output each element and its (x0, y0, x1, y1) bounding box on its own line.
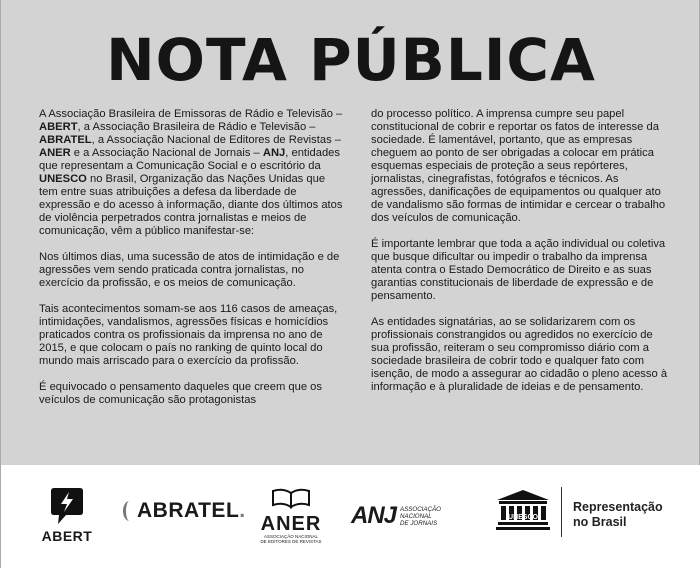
text-run: no Brasil, Organização das Nações Unidas que tem entre suas atribuições a defesa da liberdade de expressão e do acesso à informação, diante dos últimos atos de violência perpetrados contra jornalistas e meios de comunicação, vêm a público manifestar-se: (39, 173, 343, 237)
anj-wordmark: ANJ (351, 502, 397, 529)
unesco-label-line: no Brasil (573, 515, 627, 529)
aner-subtitle: DE EDITORES DE REVISTAS (260, 539, 322, 544)
abratel-arc-icon (123, 501, 136, 521)
abratel-acronym: ABRATEL (39, 134, 92, 146)
unesco-temple-icon (494, 487, 552, 535)
abert-acronym: ABERT (39, 121, 78, 133)
open-book-icon (271, 487, 311, 509)
abert-speech-bolt-icon (50, 486, 84, 526)
aner-subtitle: ASSOCIAÇÃO NACIONAL (263, 534, 318, 539)
page-title: NOTA PÚBLICA (106, 26, 596, 94)
anj-subtitle-line: NACIONAL (400, 512, 432, 520)
aner-wordmark: ANER (260, 513, 322, 535)
paragraph: do processo político. A imprensa cumpre seu papel constitucional de cobrir e reportar os fatos de interesse da sociedade. É lamentável, portanto, que as empresas cheguem ao ponto de ser obrigadas a colocar em prática esquemas especiais de proteção a seus repórteres, jornalistas, cinegrafistas, fotógrafos e técnicos. As agressões, danificações de equipamentos ou qualquer ato de vandalismo são formas de intimidar e cercear o trabalho dos veículos de comunicação. (371, 108, 666, 224)
abratel-dot: . (239, 499, 246, 522)
right-column (371, 108, 669, 407)
text-run: , a Associação Nacional de Editores de Revistas – (91, 134, 341, 146)
aner-acronym: ANER (39, 147, 71, 159)
paragraph: As entidades signatárias, ao se solidarizarem com os profissionais constrangidos ou agredidos no exercício de sua profissão, reiteram o seu compromisso diário com a sociedade brasileira de cobrir todo e qualquer fato com isenção, de modo a assegurar ao cidadão o pleno acesso à informação e à pluralidade de ideias e de pensamento. (371, 316, 668, 393)
left-column (39, 108, 344, 420)
paragraph: Tais acontecimentos somam-se aos 116 casos de ameaças, intimidações, vandalismos, agressões físicas e homicídios praticados contra os profissionais da imprensa no ano de 2015, e que colocam o país no ranking de quinto local do mundo mais arriscado para o exercício da profissão. (39, 303, 338, 367)
unesco-divider (561, 487, 562, 537)
text-run: A Associação Brasileira de Emissoras de Rádio e Televisão – (39, 108, 343, 120)
unesco-acronym: UNESCO (39, 173, 87, 185)
abert-wordmark: ABERT (41, 528, 93, 544)
intro-paragraph (39, 108, 344, 238)
signatories-footer (1, 465, 700, 568)
anj-subtitle-line: DE JORNAIS (400, 519, 438, 527)
abratel-wordmark: ABRATEL (137, 499, 240, 522)
aner-logo (259, 487, 323, 544)
abratel-logo (123, 499, 246, 527)
abert-logo (37, 486, 97, 550)
anj-subtitle-line: ASSOCIAÇÃO (400, 505, 441, 513)
unesco-representation-label (573, 500, 663, 530)
paragraph: Nos últimos dias, uma sucessão de atos de intimidação e de agressões vem sendo praticada contra jornalistas, no exercício da profissão, e os meios de comunicação. (39, 251, 340, 289)
paragraph: É equivocado o pensamento daqueles que creem que os veículos de comunicação são protagonistas (39, 381, 322, 406)
text-run: , entidades que representam a Comunicação Social e o escritório da (39, 147, 341, 172)
anj-acronym: ANJ (262, 147, 286, 159)
text-run: e a Associação Nacional de Jornais – (70, 147, 263, 159)
text-run: , a Associação Brasileira de Rádio e Televisão – (77, 121, 316, 133)
anj-logo (351, 502, 441, 530)
unesco-label-line: Representação (573, 500, 663, 514)
unesco-logo (494, 487, 552, 535)
paragraph: É importante lembrar que toda a ação individual ou coletiva que busque dificultar ou impedir o trabalho da imprensa atenta contra o Estado Democrático de Direito e as suas garantias constitucionais de liberdade de expressão e de pensamento. (371, 238, 666, 302)
unesco-wordmark: UNESCO (508, 514, 538, 521)
anj-subtitle (400, 506, 441, 527)
